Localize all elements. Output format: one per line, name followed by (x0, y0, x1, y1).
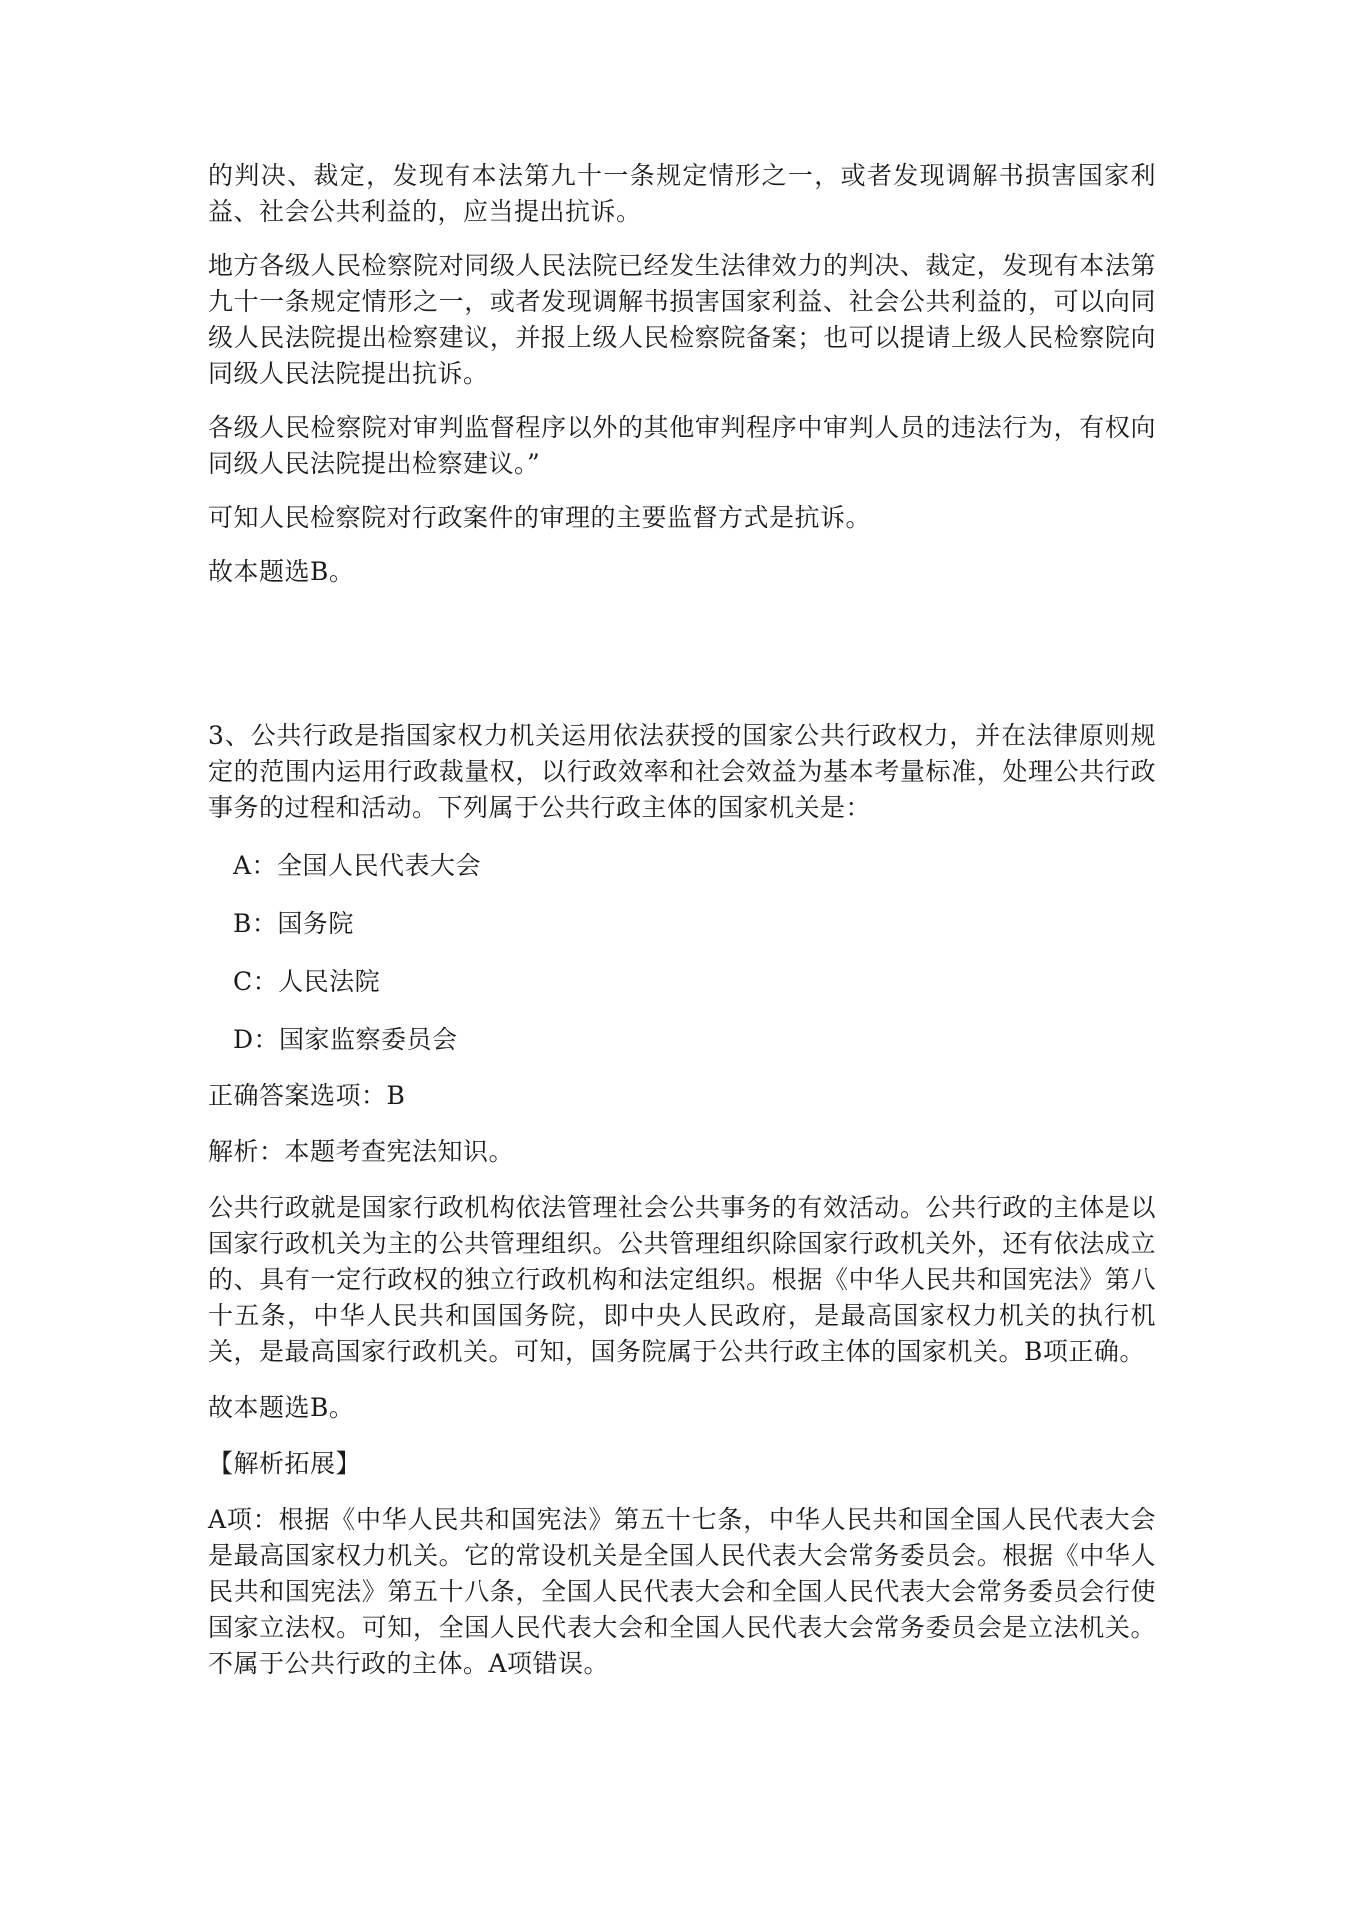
extension-title: 【解析拓展】 (208, 1449, 362, 1478)
option-c: C：人民法院 (233, 967, 381, 996)
option-d: D：国家监察委员会 (233, 1025, 458, 1054)
conclusion: 故本题选B。 (208, 1393, 355, 1422)
analysis-title: 解析：本题考查宪法知识。 (208, 1137, 515, 1166)
analysis-body: 公共行政就是国家行政机构依法管理社会公共事务的有效活动。公共行政的主体是以国家行政机关为主的公共管理组织。公共管理组织除国家行政机关外，还有依法成立的、具有一定行政权的独立行政机构和法定组织。根据《中华人民共和国宪法》第八十五条，中华人民共和国国务院，即中央人民政府，是最高国家权力机关的执行机关，是最高国家行政机关。可知，国务院属于公共行政主体的国家机关。B项正确。 (208, 1193, 1156, 1366)
prev-explanation-paragraph-1: 的判决、裁定，发现有本法第九十一条规定情形之一，或者发现调解书损害国家利益、社会公共利益的，应当提出抗诉。 (208, 161, 1156, 226)
prev-conclusion: 故本题选B。 (208, 557, 355, 586)
document-page (208, 158, 1156, 1682)
prev-explanation-paragraph-4: 可知人民检察院对行政案件的审理的主要监督方式是抗诉。 (208, 503, 872, 532)
option-b: B：国务院 (233, 909, 354, 938)
question-stem: 3、公共行政是指国家权力机关运用依法获授的国家公共行政权力，并在法律原则规定的范围内运用行政裁量权，以行政效率和社会效益为基本考量标准，处理公共行政事务的过程和活动。下列属于公共行政主体的国家机关是： (208, 721, 1156, 822)
prev-explanation-paragraph-3: 各级人民检察院对审判监督程序以外的其他审判程序中审判人员的违法行为，有权向同级人民法院提出检察建议。” (208, 413, 1156, 478)
option-a: A：全国人民代表大会 (233, 851, 482, 880)
extension-body: A项：根据《中华人民共和国宪法》第五十七条，中华人民共和国全国人民代表大会是最高国家权力机关。它的常设机关是全国人民代表大会常务委员会。根据《中华人民共和国宪法》第五十八条，全国人民代表大会和全国人民代表大会常务委员会行使国家立法权。可知，全国人民代表大会和全国人民代表大会常务委员会是立法机关。不属于公共行政的主体。A项错误。 (208, 1505, 1156, 1678)
correct-answer: 正确答案选项：B (208, 1081, 406, 1110)
prev-explanation-paragraph-2: 地方各级人民检察院对同级人民法院已经发生法律效力的判决、裁定，发现有本法第九十一条规定情形之一，或者发现调解书损害国家利益、社会公共利益的，可以向同级人民法院提出检察建议，并报上级人民检察院备案；也可以提请上级人民检察院向同级人民法院提出抗诉。 (208, 251, 1156, 388)
